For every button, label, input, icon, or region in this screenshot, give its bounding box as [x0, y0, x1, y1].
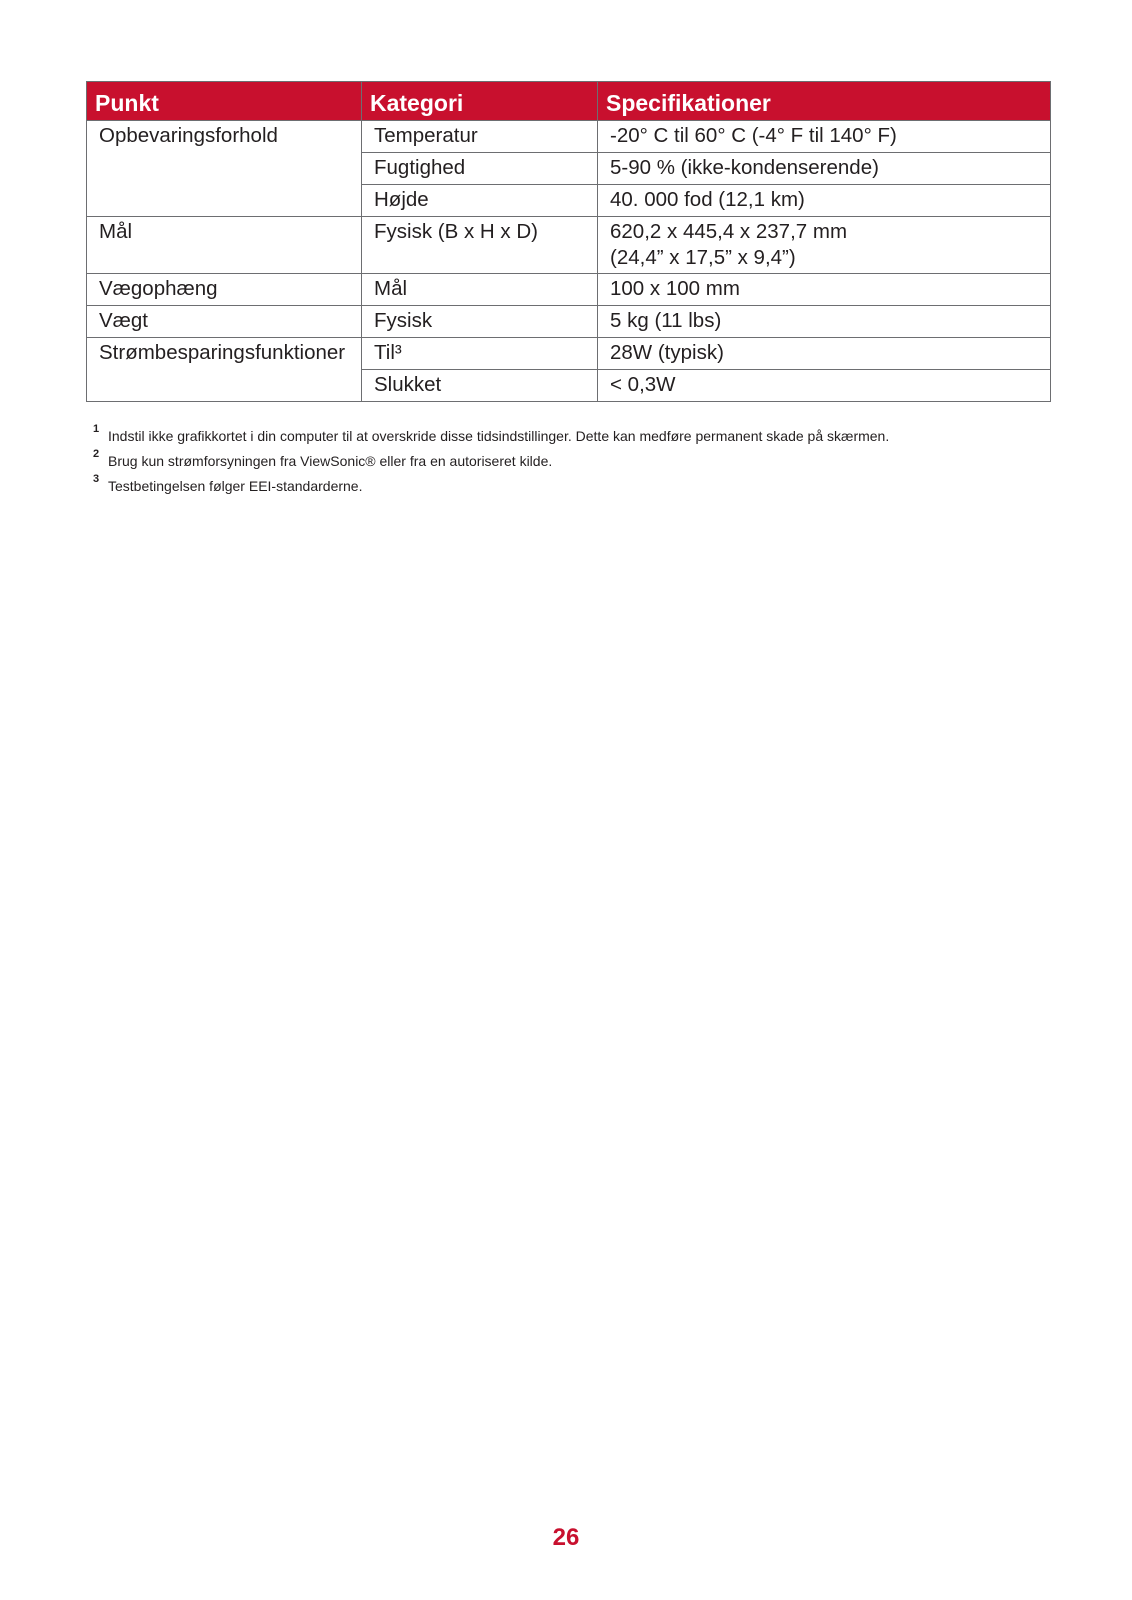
spec-cell: [598, 217, 1051, 274]
footnote: [86, 474, 1066, 499]
table-row: [87, 306, 1051, 338]
footnotes: [86, 424, 1066, 499]
category-cell: Fysisk (B x H x D): [362, 217, 598, 274]
footnote-text: Testbetingelsen følger EEI-standarderne.: [108, 478, 363, 494]
footnote: [86, 424, 1066, 449]
category-cell: Temperatur: [362, 121, 598, 153]
footnote: [86, 449, 1066, 474]
power-saving-item-cell: Strømbesparingsfunktioner: [87, 338, 362, 402]
specifications-table: [86, 81, 1051, 402]
wall-mount-item-cell: Vægophæng: [87, 274, 362, 306]
dimensions-imperial: (24,4” x 17,5” x 9,4”): [610, 246, 796, 269]
spec-cell: 28W (typisk): [598, 338, 1051, 370]
spec-cell: 5 kg (11 lbs): [598, 306, 1051, 338]
category-cell: Fugtighed: [362, 153, 598, 185]
spec-cell: 5-90 % (ikke-kondenserende): [598, 153, 1051, 185]
page-number: 26: [552, 1524, 580, 1551]
category-cell: Til³: [362, 338, 598, 370]
table-header-row: [87, 82, 1051, 121]
spec-cell: -20° C til 60° C (-4° F til 140° F): [598, 121, 1051, 153]
storage-item-cell: Opbevaringsforhold: [87, 121, 362, 217]
category-cell: Højde: [362, 185, 598, 217]
category-cell: Fysisk: [362, 306, 598, 338]
dimensions-item-cell: Mål: [87, 217, 362, 274]
header-specifications: Specifikationer: [598, 82, 1051, 121]
footnote-mark: 2: [93, 448, 100, 460]
header-item: Punkt: [87, 82, 362, 121]
table-row: [87, 217, 1051, 274]
spec-cell: 40. 000 fod (12,1 km): [598, 185, 1051, 217]
table-row: [87, 338, 1051, 370]
category-cell: Mål: [362, 274, 598, 306]
spec-cell: 100 x 100 mm: [598, 274, 1051, 306]
footnote-text: Brug kun strømforsyningen fra ViewSonic® eller fra en autoriseret kilde.: [108, 453, 553, 469]
footnote-mark: 3: [93, 473, 100, 485]
weight-item-cell: Vægt: [87, 306, 362, 338]
dimensions-metric: 620,2 x 445,4 x 237,7 mm: [610, 220, 848, 243]
footnote-mark: 1: [93, 423, 100, 435]
category-cell: Slukket: [362, 370, 598, 402]
table-row: [87, 274, 1051, 306]
table-row: [87, 121, 1051, 153]
footnote-text: Indstil ikke grafikkortet i din computer til at overskride disse tidsindstillinger. Dette kan medføre permanent skade på skærmen.: [108, 428, 890, 444]
spec-cell: < 0,3W: [598, 370, 1051, 402]
header-category: Kategori: [362, 82, 598, 121]
